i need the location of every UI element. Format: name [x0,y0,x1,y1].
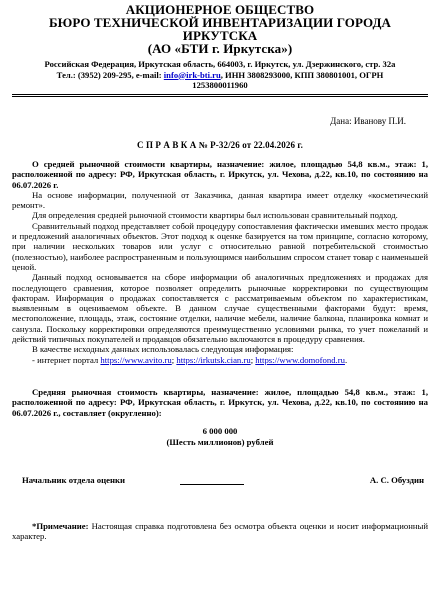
org-short-name: (АО «БТИ г. Иркутска») [147,41,293,56]
footnote [12,521,428,542]
finish-paragraph: На основе информации, полученной от Заказчика, данная квартира имеет отделку «косметический ремонт». [12,189,428,211]
issued-to: Дана: Иванову П.И. [330,116,406,126]
org-contacts [12,70,428,81]
signer-position: Начальник отдела оценки [22,474,125,485]
subject-paragraph: О средней рыночной стоимости квартиры, назначение: жилое, площадью 54,8 кв.м., этаж: 1, расположенной по адресу: РФ, Иркутская область, г. Иркутск, ул. Чехова, д.22, кв.10, по состоянию на 06.07.2026 г. [12,159,428,190]
footnote-label: *Примечание: [32,520,89,531]
organization-requisites [12,59,428,91]
header-rule-thin [12,96,428,97]
footnote-text: Настоящая справка подготовлена без осмотра объекта оценки и носит информационный характер. [12,520,428,542]
signer-name: А. С. Обуздин [369,474,424,485]
org-address: Российская Федерация, Иркутская область, 664003, г. Иркутск, ул. Дзержинского, стр. 32а [44,59,396,69]
organization-header [12,3,428,55]
source-link-avito[interactable]: https://www.avito.ru [100,354,172,365]
source-link-cian[interactable]: https://irkutsk.cian.ru [176,354,251,365]
summary-paragraph: Средняя рыночная стоимость квартиры, назначение: жилое, площадью 54,8 кв.м., этаж: 1, расположенной по адресу: РФ, Иркутская область, г. Иркутск, ул. Чехова, д.22, кв.10, по состоянию на 06.07.2026 г., составляет (округленно): [12,386,428,418]
amount-words: (Шесть миллионов) рублей [166,436,274,447]
email-link[interactable]: info@irk-bti.ru [163,69,221,80]
sources-prefix: - интернет портал [32,354,101,365]
document-title: С П Р А В К А № Р-32/26 от 22.04.2026 г. [137,140,303,150]
header-rule-thick [12,94,428,95]
org-ogrn: 1253800011960 [192,80,248,90]
sources-separator: ; [171,354,177,365]
org-type: АКЦИОНЕРНОЕ ОБЩЕСТВО [125,2,315,17]
sources-end: . [344,354,348,365]
tax-ids-text: , ИНН 3808293000, КПП 380801001, ОГРН [220,69,384,80]
source-link-domofond[interactable]: https://www.domofond.ru [255,354,345,365]
org-name: БЮРО ТЕХНИЧЕСКОЙ ИНВЕНТАРИЗАЦИИ ГОРОДА ИРКУТСКА [48,15,392,43]
signature-line [180,484,244,485]
amount-number: 6 000 000 [202,425,238,436]
phone-text: Тел.: (3952) 209-295, e-mail: [56,69,164,80]
signature-block [12,475,428,487]
sources-intro: В качестве исходных данных использовалась следующая информация: [32,344,294,355]
approach-paragraph: Для определения средней рыночной стоимости квартиры был использован сравнительный подход. [32,210,398,221]
sources-separator: ; [250,354,256,365]
sources-list [12,355,428,365]
valuation-amount [12,426,428,448]
comparative-approach-paragraph: Сравнительный подход представляет собой процедуру сопоставления фактически имевших место продаж и предложений аналогичных объектов. Этот подход к оценке базируется на том принципе, согласно которому, при наличии нескольких товаров или услуг с относительно равной потребительской стоимостью (полезностью), наиболее распространенным и пользующимся наибольшим спросом станет товар с наименьшей ценой. [12,220,428,272]
method-paragraph: Данный подход основывается на сборе информации об аналогичных предложениях и продажах для последующего сравнения, которое позволяет определить рыночные корректировки по существующим факторам. Информация о продажах сопоставляется с рассматриваемым объектом по характеристикам, выявленным в оцениваемом объекте. В данном случае существенными факторами будут: время, местоположение, площадь, этаж, состояние отделки, наличие мебели, наличие балкона, планировка комнат и санузла. Поскольку корректировки определяются преимущественно условиями рынка, то учет пожеланий и действий типичных покупателей и продавцов обязательно включаются в процедуру сравнения. [12,272,428,345]
document-body [12,159,428,365]
